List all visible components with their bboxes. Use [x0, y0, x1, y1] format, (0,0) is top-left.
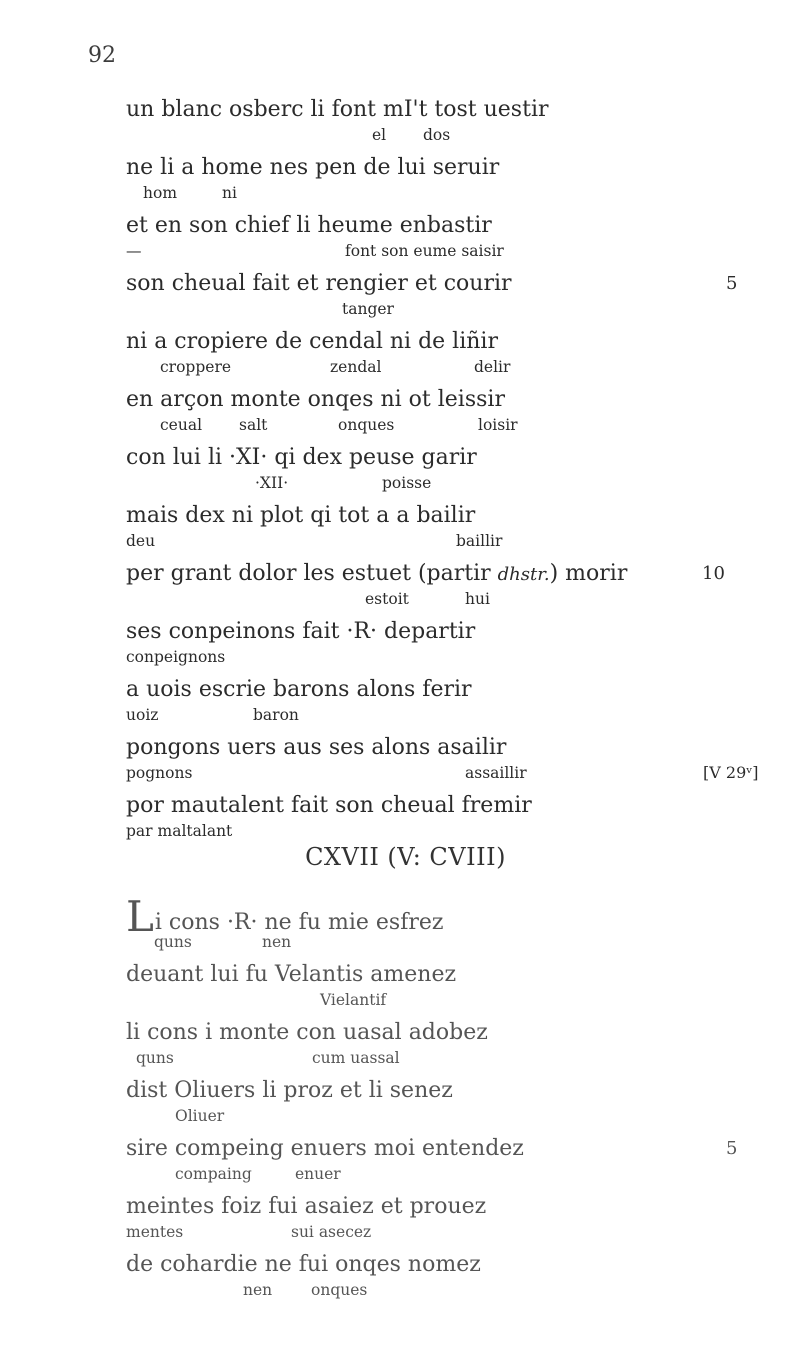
verse-text: en arçon monte onqes ni ot leissir: [126, 387, 505, 412]
variant-reading: onques: [338, 416, 395, 434]
verse-text-end: ) morir: [549, 561, 628, 586]
variant-reading: conpeignons: [126, 648, 226, 666]
variant-reading: tanger: [342, 300, 394, 318]
variant-reading: Vielantif: [320, 991, 387, 1009]
variant-readings: [126, 531, 706, 553]
variant-readings: [126, 990, 706, 1012]
verse-text: son cheual fait et rengier et courir: [126, 271, 512, 296]
variant-reading: baillir: [456, 532, 503, 550]
variant-reading: nen: [262, 933, 292, 951]
variant-reading: Oliuer: [175, 1107, 225, 1125]
variant-readings: [126, 241, 706, 263]
variant-reading: assaillir: [465, 764, 527, 782]
variant-reading: dos: [423, 126, 451, 144]
verse-line: [126, 1194, 766, 1252]
folio-reference: [V 29ᵛ]: [703, 763, 759, 782]
verse-text: ne li a home nes pen de lui seruir: [126, 155, 500, 180]
line-number: 5: [726, 1138, 738, 1159]
variant-reading: compaing: [175, 1165, 252, 1183]
variant-reading: ·XII·: [255, 474, 289, 492]
drop-initial: L: [126, 892, 154, 941]
verse-text: con lui li ·XI· qi dex peuse garir: [126, 445, 477, 470]
variant-reading: nen: [243, 1281, 273, 1299]
variant-reading: font son eume saisir: [345, 242, 504, 260]
variant-reading: el: [372, 126, 387, 144]
verse-text: ses conpeinons fait ·R· departir: [126, 619, 476, 644]
variant-reading: par maltalant: [126, 822, 233, 840]
line-number: 10: [702, 563, 725, 584]
variant-readings: [126, 1164, 706, 1186]
variant-reading: pognons: [126, 764, 193, 782]
page-number: 92: [88, 43, 116, 68]
verse-line: [126, 329, 766, 387]
verse-line: [126, 1136, 766, 1194]
verse-line: [126, 962, 766, 1020]
verse-text: de cohardie ne fui onqes nomez: [126, 1252, 481, 1277]
variant-reading: delir: [474, 358, 511, 376]
variant-reading: hom: [143, 184, 178, 202]
variant-readings: [126, 647, 706, 669]
verse-line: [126, 677, 766, 735]
verse-text: [126, 561, 627, 588]
section-title: CXVII (V: CVIII): [305, 843, 506, 871]
variant-reading: sui asecez: [291, 1223, 372, 1241]
verse-line: [126, 271, 766, 329]
variant-reading: deu: [126, 532, 156, 550]
variant-readings: [126, 1048, 706, 1070]
verse-text: dist Oliuers li proz et li senez: [126, 1078, 453, 1103]
verse-text: et en son chief li heume enbastir: [126, 213, 492, 238]
variant-readings: [126, 357, 706, 379]
variant-readings: [126, 1280, 706, 1302]
line-number: 5: [726, 273, 738, 294]
variant-reading: poisse: [382, 474, 432, 492]
variant-reading: croppere: [160, 358, 232, 376]
verse-line: [126, 97, 766, 155]
variant-readings: [126, 705, 706, 727]
verse-text: pongons uers aus ses alons asailir: [126, 735, 507, 760]
verse-line: [126, 561, 766, 619]
variant-reading: uoiz: [126, 706, 159, 724]
verse-text: ni a cropiere de cendal ni de liñir: [126, 329, 498, 354]
verse-line: [126, 619, 766, 677]
variant-reading: salt: [239, 416, 268, 434]
variant-readings: [126, 299, 706, 321]
variant-reading: quns: [154, 933, 192, 951]
variant-reading: mentes: [126, 1223, 184, 1241]
verse-text: sire compeing enuers moi entendez: [126, 1136, 524, 1161]
variant-reading: onques: [311, 1281, 368, 1299]
variant-readings: [126, 415, 706, 437]
variant-reading: loisir: [478, 416, 518, 434]
variant-reading: hui: [465, 590, 490, 608]
verse-line: [126, 1020, 766, 1078]
stanza-2: [126, 892, 766, 1310]
variant-reading: estoit: [365, 590, 409, 608]
verse-text: meintes foiz fui asaiez et prouez: [126, 1194, 487, 1219]
variant-reading: cum uassal: [312, 1049, 400, 1067]
variant-readings: [126, 1222, 706, 1244]
variant-readings: [126, 183, 706, 205]
verse-line: [126, 1078, 766, 1136]
verse-line: [126, 213, 766, 271]
verse-text: por mautalent fait son cheual fremir: [126, 793, 532, 818]
verse-line: [126, 735, 766, 793]
verse-text-start: per grant dolor les estuet (partir: [126, 561, 491, 586]
verse-text: a uois escrie barons alons ferir: [126, 677, 472, 702]
verse-text: mais dex ni plot qi tot a a bailir: [126, 503, 476, 528]
variant-readings: [126, 1106, 706, 1128]
variant-readings: [126, 763, 706, 785]
variant-reading: quns: [136, 1049, 174, 1067]
verse-line: [126, 387, 766, 445]
verse-line: [126, 503, 766, 561]
variant-readings: [126, 125, 706, 147]
verse-line: [126, 445, 766, 503]
variant-readings: [126, 589, 706, 611]
variant-reading: ceual: [160, 416, 203, 434]
variant-readings: [126, 932, 706, 954]
verse-text: un blanc osberc li font mI't tost uestir: [126, 97, 549, 122]
stanza-1: [126, 97, 766, 851]
verse-line: [126, 155, 766, 213]
editorial-emendation: dhstr.: [497, 564, 550, 585]
verse-text: li cons i monte con uasal adobez: [126, 1020, 488, 1045]
variant-reading: ni: [222, 184, 237, 202]
variant-reading: zendal: [330, 358, 382, 376]
variant-readings: [126, 821, 706, 843]
verse-text-rest: i cons ·R· ne fu mie esfrez: [154, 910, 444, 935]
variant-reading: —: [126, 242, 142, 260]
verse-line: [126, 1252, 766, 1310]
variant-readings: [126, 473, 706, 495]
variant-reading: enuer: [295, 1165, 341, 1183]
verse-text: deuant lui fu Velantis amenez: [126, 962, 457, 987]
verse-line: [126, 892, 766, 962]
variant-reading: baron: [253, 706, 299, 724]
